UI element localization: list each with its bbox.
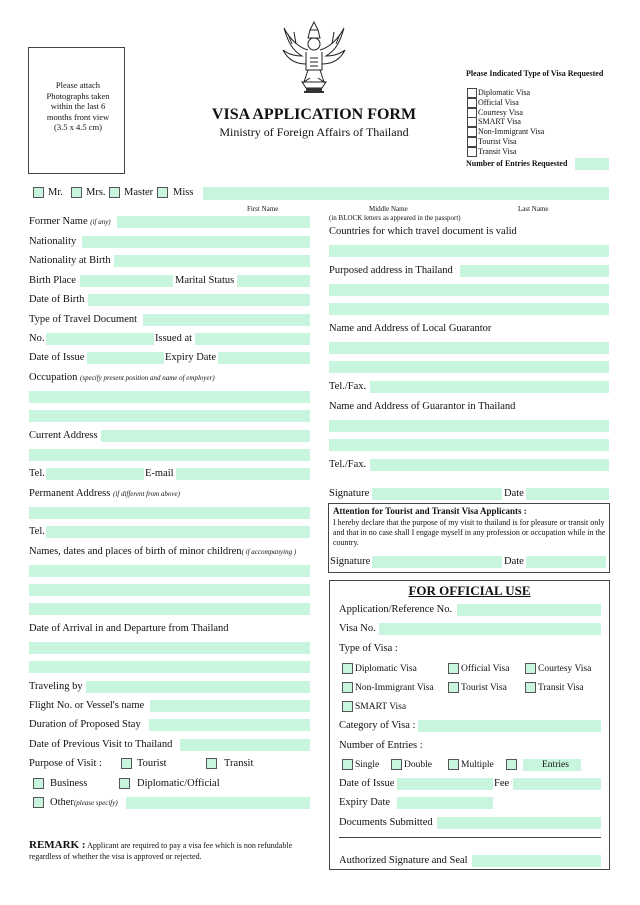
category-label: Category of Visa : bbox=[339, 720, 416, 731]
transit-visa-checkbox[interactable] bbox=[525, 682, 536, 693]
business-label: Business bbox=[50, 778, 88, 789]
official-date-issue-label: Date of Issue bbox=[339, 778, 395, 789]
visa-option-checkbox[interactable] bbox=[467, 98, 477, 108]
attention-text: I hereby declare that the purpose of my visit to thailand is for pleasure or transit only and that in no case shall I engage myself in any profession or occupation while in the country. bbox=[333, 518, 606, 547]
guarantor-thailand-field-2[interactable] bbox=[329, 439, 609, 451]
signature1-field[interactable] bbox=[372, 488, 502, 500]
arrival-field-1[interactable] bbox=[29, 642, 310, 654]
dob-label: Date of Birth bbox=[29, 294, 85, 305]
fee-label: Fee bbox=[494, 778, 510, 789]
visa-type-heading: Please Indicated Type of Visa Requested bbox=[466, 69, 604, 78]
expiry-date-field[interactable] bbox=[218, 352, 310, 364]
former-name-label: Former Name (if any) bbox=[29, 216, 111, 227]
birth-place-label: Birth Place bbox=[29, 275, 76, 286]
num-entries-label: Number of Entries : bbox=[339, 740, 423, 751]
date1-field[interactable] bbox=[526, 488, 609, 500]
visa-option-checkbox[interactable] bbox=[467, 117, 477, 127]
nationality-birth-field[interactable] bbox=[114, 255, 310, 267]
other-label: Other(please specify) bbox=[50, 797, 118, 808]
purposed-address-field-2[interactable] bbox=[329, 284, 609, 296]
date2-field[interactable] bbox=[526, 556, 606, 568]
occupation-field-1[interactable] bbox=[29, 391, 310, 403]
arrival-departure-label: Date of Arrival in and Departure from Thailand bbox=[29, 623, 229, 634]
entries-requested-label: Number of Entries Requested bbox=[466, 159, 568, 168]
visa-option-label: SMART Visa bbox=[478, 117, 521, 127]
entries-label: Entries bbox=[542, 760, 569, 770]
master-checkbox[interactable] bbox=[109, 187, 120, 198]
tourist-label: Tourist bbox=[137, 758, 167, 769]
visa-option-label: Non-Immigrant Visa bbox=[478, 127, 545, 137]
entries-requested-field[interactable] bbox=[575, 158, 609, 170]
docs-submitted-line bbox=[339, 837, 601, 838]
first-name-caption: First Name bbox=[247, 205, 279, 213]
tourist-visa-label: Tourist Visa bbox=[461, 683, 507, 693]
miss-checkbox[interactable] bbox=[157, 187, 168, 198]
photo-box bbox=[28, 47, 125, 174]
full-name-field[interactable] bbox=[203, 187, 609, 200]
other-checkbox[interactable] bbox=[33, 797, 44, 808]
non-immigrant-visa-label: Non-Immigrant Visa bbox=[355, 683, 434, 693]
auth-sig-label: Authorized Signature and Seal bbox=[339, 855, 468, 866]
doc-no-label: No. bbox=[29, 333, 45, 344]
purposed-address-field-1[interactable] bbox=[460, 265, 609, 277]
photo-instructions: Please attach Photographs taken within the last 6 months front view (3.5 x 4.5 cm) bbox=[46, 80, 110, 132]
purpose-label: Purpose of Visit : bbox=[29, 758, 102, 769]
traveling-by-label: Traveling by bbox=[29, 681, 83, 692]
visa-option-checkbox[interactable] bbox=[467, 88, 477, 98]
date1-label: Date bbox=[504, 488, 524, 499]
visa-option-label: Courtesy Visa bbox=[478, 107, 523, 117]
mr-label: Mr. bbox=[48, 187, 63, 198]
guarantor-thailand-field-1[interactable] bbox=[329, 420, 609, 432]
expiry-date-label: Expiry Date bbox=[165, 352, 217, 363]
official-expiry-field[interactable] bbox=[397, 797, 493, 809]
local-guarantor-label: Name and Address of Local Guarantor bbox=[329, 323, 492, 334]
current-address-label: Current Address bbox=[29, 430, 98, 441]
app-ref-label: Application/Reference No. bbox=[339, 604, 453, 615]
duration-label: Duration of Proposed Stay bbox=[29, 719, 141, 730]
diplomatic-visa-label: Diplomatic Visa bbox=[355, 664, 417, 674]
visa-option-label: Official Visa bbox=[478, 97, 519, 107]
block-letters-note: (in BLOCK letters as appeared in the passport) bbox=[329, 214, 461, 222]
prev-visit-field[interactable] bbox=[180, 739, 310, 751]
other-field[interactable] bbox=[126, 797, 310, 809]
smart-visa-label: SMART Visa bbox=[355, 702, 407, 712]
visa-option-checkbox[interactable] bbox=[467, 127, 477, 137]
guarantor-thailand-label: Name and Address of Guarantor in Thailand bbox=[329, 401, 516, 412]
courtesy-visa-label: Courtesy Visa bbox=[538, 664, 592, 674]
visa-no-label: Visa No. bbox=[339, 623, 376, 634]
tel-fax2-label: Tel./Fax. bbox=[329, 459, 367, 470]
email-label: E-mail bbox=[145, 468, 174, 479]
signature2-field[interactable] bbox=[372, 556, 502, 568]
docs-submitted-label: Documents Submitted bbox=[339, 817, 433, 828]
minor-children-label: Names, dates and places of birth of minor children( if accompanying ) bbox=[29, 546, 297, 557]
multiple-checkbox[interactable] bbox=[448, 759, 459, 770]
flight-label: Flight No. or Vessel's name bbox=[29, 700, 145, 711]
visa-option-checkbox[interactable] bbox=[467, 108, 477, 118]
purposed-address-label: Purposed address in Thailand bbox=[329, 265, 453, 276]
permanent-address-field[interactable] bbox=[29, 507, 310, 519]
attention-box bbox=[328, 503, 610, 573]
signature1-label: Signature bbox=[329, 488, 370, 499]
minor-children-field-2[interactable] bbox=[29, 584, 310, 596]
mrs-label: Mrs. bbox=[86, 187, 106, 198]
travel-doc-label: Type of Travel Document bbox=[29, 314, 138, 325]
garuda-emblem-icon bbox=[280, 18, 348, 96]
miss-label: Miss bbox=[173, 187, 194, 198]
marital-status-label: Marital Status bbox=[175, 275, 235, 286]
former-name-field[interactable] bbox=[117, 216, 310, 228]
master-label: Master bbox=[124, 187, 154, 198]
tel-fax1-label: Tel./Fax. bbox=[329, 381, 367, 392]
transit-checkbox[interactable] bbox=[206, 758, 217, 769]
transit-label: Transit bbox=[224, 758, 254, 769]
prev-visit-label: Date of Previous Visit to Thailand bbox=[29, 739, 173, 750]
current-address-field-1[interactable] bbox=[101, 430, 310, 442]
tel-label: Tel. bbox=[29, 468, 45, 479]
double-label: Double bbox=[404, 760, 432, 770]
single-label: Single bbox=[355, 760, 380, 770]
issued-at-field[interactable] bbox=[195, 333, 310, 345]
official-date-issue-field[interactable] bbox=[397, 778, 493, 790]
countries-label: Countries for which travel document is valid bbox=[329, 226, 517, 237]
visa-option-checkbox[interactable] bbox=[467, 147, 477, 157]
official-expiry-label: Expiry Date bbox=[339, 797, 391, 808]
email-field[interactable] bbox=[176, 468, 310, 480]
diplomatic-official-label: Diplomatic/Official bbox=[137, 778, 220, 789]
travel-doc-field[interactable] bbox=[143, 314, 310, 326]
duration-field[interactable] bbox=[149, 719, 310, 731]
permanent-address-label: Permanent Address (if different from above) bbox=[29, 488, 180, 499]
attention-title: Attention for Tourist and Transit Visa Applicants : bbox=[333, 506, 527, 516]
diplomatic-official-checkbox[interactable] bbox=[119, 778, 130, 789]
tel2-field[interactable] bbox=[46, 526, 310, 538]
occupation-field-2[interactable] bbox=[29, 410, 310, 422]
middle-name-caption: Middle Name bbox=[369, 205, 408, 213]
form-subtitle: Ministry of Foreign Affairs of Thailand bbox=[219, 125, 409, 139]
local-guarantor-field-1[interactable] bbox=[329, 342, 609, 354]
auth-sig-field[interactable] bbox=[472, 855, 601, 867]
remark-text: Applicant are required to pay a visa fee which is non refundable regardless of whether the visa is approved or rejected. bbox=[29, 841, 293, 861]
visa-option-label: Diplomatic Visa bbox=[478, 88, 531, 97]
business-checkbox[interactable] bbox=[33, 778, 44, 789]
issued-at-label: Issued at bbox=[155, 333, 193, 344]
official-use-title: FOR OFFICIAL USE bbox=[408, 583, 531, 598]
single-checkbox[interactable] bbox=[342, 759, 353, 770]
birth-place-field[interactable] bbox=[80, 275, 173, 287]
dob-field[interactable] bbox=[88, 294, 310, 306]
tel-fax1-field[interactable] bbox=[370, 381, 609, 393]
courtesy-visa-checkbox[interactable] bbox=[525, 663, 536, 674]
mrs-checkbox[interactable] bbox=[71, 187, 82, 198]
entries-checkbox[interactable] bbox=[506, 759, 517, 770]
flight-field[interactable] bbox=[150, 700, 310, 712]
fee-field[interactable] bbox=[513, 778, 601, 790]
traveling-by-field[interactable] bbox=[86, 681, 310, 693]
signature2-label: Signature bbox=[330, 556, 371, 567]
docs-submitted-field-1[interactable] bbox=[437, 817, 601, 829]
app-ref-field[interactable] bbox=[457, 604, 601, 616]
current-address-field-2[interactable] bbox=[29, 449, 310, 461]
double-checkbox[interactable] bbox=[391, 759, 402, 770]
multiple-label: Multiple bbox=[461, 760, 494, 770]
tourist-checkbox[interactable] bbox=[121, 758, 132, 769]
mr-checkbox[interactable] bbox=[33, 187, 44, 198]
tel-fax2-field[interactable] bbox=[370, 459, 609, 471]
last-name-caption: Last Name bbox=[518, 205, 549, 213]
visa-option-label: Tourist Visa bbox=[478, 137, 517, 146]
official-visa-label: Official Visa bbox=[461, 664, 510, 674]
date-issue-field[interactable] bbox=[87, 352, 164, 364]
transit-visa-label: Transit Visa bbox=[538, 683, 584, 693]
form-title: VISA APPLICATION FORM bbox=[211, 106, 417, 123]
local-guarantor-field-2[interactable] bbox=[329, 361, 609, 373]
type-of-visa-label: Type of Visa : bbox=[339, 643, 398, 654]
minor-children-field-3[interactable] bbox=[29, 603, 310, 615]
date-issue-label: Date of Issue bbox=[29, 352, 85, 363]
non-immigrant-visa-checkbox[interactable] bbox=[342, 682, 353, 693]
occupation-label: Occupation (specify present position and name of employer) bbox=[29, 372, 215, 383]
visa-no-field[interactable] bbox=[379, 623, 601, 635]
nationality-field[interactable] bbox=[82, 236, 310, 248]
nationality-label: Nationality bbox=[29, 236, 77, 247]
date2-label: Date bbox=[504, 556, 524, 567]
official-use-box bbox=[329, 580, 610, 870]
smart-visa-checkbox[interactable] bbox=[342, 701, 353, 712]
purposed-address-field-3[interactable] bbox=[329, 303, 609, 315]
remark-label: REMARK : bbox=[29, 839, 86, 851]
minor-children-field-1[interactable] bbox=[29, 565, 310, 577]
doc-no-field[interactable] bbox=[46, 333, 154, 345]
marital-status-field[interactable] bbox=[237, 275, 310, 287]
category-field[interactable] bbox=[418, 720, 601, 732]
visa-option-checkbox[interactable] bbox=[467, 137, 477, 147]
tel-field[interactable] bbox=[46, 468, 144, 480]
tel2-label: Tel. bbox=[29, 526, 45, 537]
remark bbox=[29, 840, 314, 862]
countries-field-1[interactable] bbox=[329, 245, 609, 257]
visa-option-label: Transit Visa bbox=[478, 146, 517, 156]
nationality-birth-label: Nationality at Birth bbox=[29, 255, 111, 266]
diplomatic-visa-checkbox[interactable] bbox=[342, 663, 353, 674]
tourist-visa-checkbox[interactable] bbox=[448, 682, 459, 693]
arrival-field-2[interactable] bbox=[29, 661, 310, 673]
official-visa-checkbox[interactable] bbox=[448, 663, 459, 674]
